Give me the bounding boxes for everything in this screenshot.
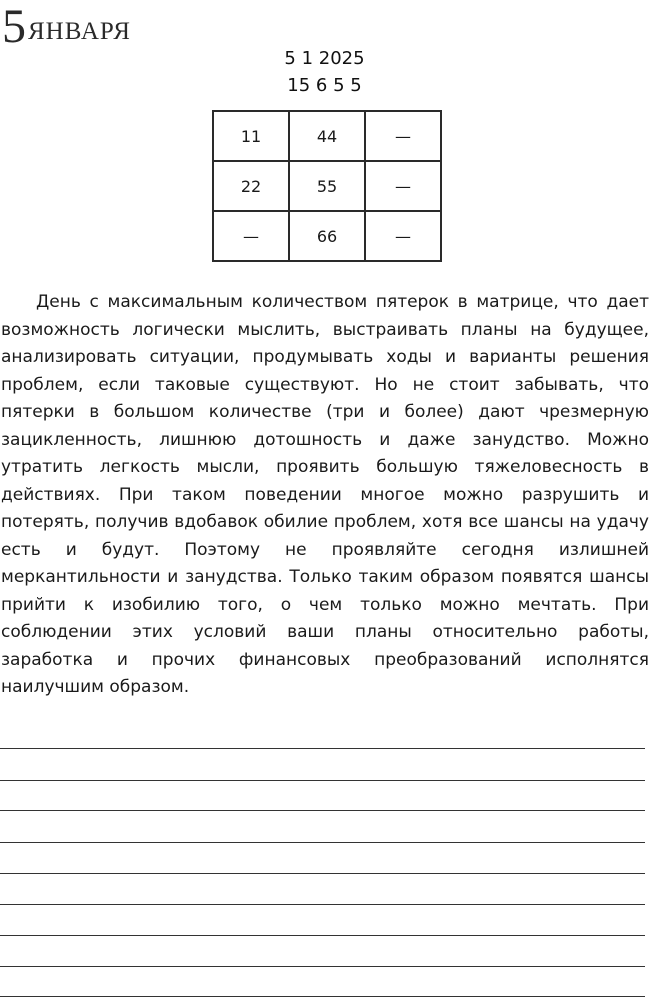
note-line xyxy=(0,904,645,905)
note-line xyxy=(0,873,645,874)
psychomatrix-table xyxy=(212,110,442,262)
matrix-cell: — xyxy=(365,111,441,161)
note-line xyxy=(0,810,645,811)
date-month: ЯНВАРЯ xyxy=(28,18,131,45)
matrix-cell: 55 xyxy=(289,161,365,211)
note-line xyxy=(0,935,645,936)
note-line xyxy=(0,780,645,781)
note-line xyxy=(0,842,645,843)
matrix-row xyxy=(213,111,441,161)
numerology-digits: 15 6 5 5 xyxy=(287,75,362,96)
matrix-cell: — xyxy=(213,211,289,261)
note-line xyxy=(0,966,645,967)
matrix-cell: 44 xyxy=(289,111,365,161)
note-line xyxy=(0,996,645,997)
matrix-cell: 22 xyxy=(213,161,289,211)
date-day: 5 xyxy=(2,0,26,53)
matrix-row xyxy=(213,161,441,211)
day-description: День с максимальным количеством пятерок в матрице, что дает возможность логически мыслить, выстраивать планы на будущее, анализировать ситуации, продумывать ходы и варианты решения проблем, если таковые существуют. Но не стоит забывать, что пятерки в большом количестве (три и более) дают чрезмерную зацикленность, лишнюю дотошность и даже занудство. Можно утратить легкость мысли, проявить большую тяжеловесность в действиях. При таком поведении многое можно разрушить и потерять, получив вдобавок обилие проблем, хотя все шансы на удачу есть и будут. Поэтому не проявляйте сегодня излишней меркантильности и занудства. Только таким образом появятся шансы прийти к изобилию того, о чем только можно мечтать. При соблюдении этих условий ваши планы относительно работы, заработка и прочих финансовых преобразований исполнятся наилучшим образом. xyxy=(1,292,649,697)
matrix-cell: — xyxy=(365,161,441,211)
note-line xyxy=(0,748,645,749)
matrix-cell: — xyxy=(365,211,441,261)
matrix-cell: 66 xyxy=(289,211,365,261)
date-header xyxy=(2,0,131,53)
matrix-row xyxy=(213,211,441,261)
numerology-date: 5 1 2025 xyxy=(284,48,365,69)
matrix-cell: 11 xyxy=(213,111,289,161)
